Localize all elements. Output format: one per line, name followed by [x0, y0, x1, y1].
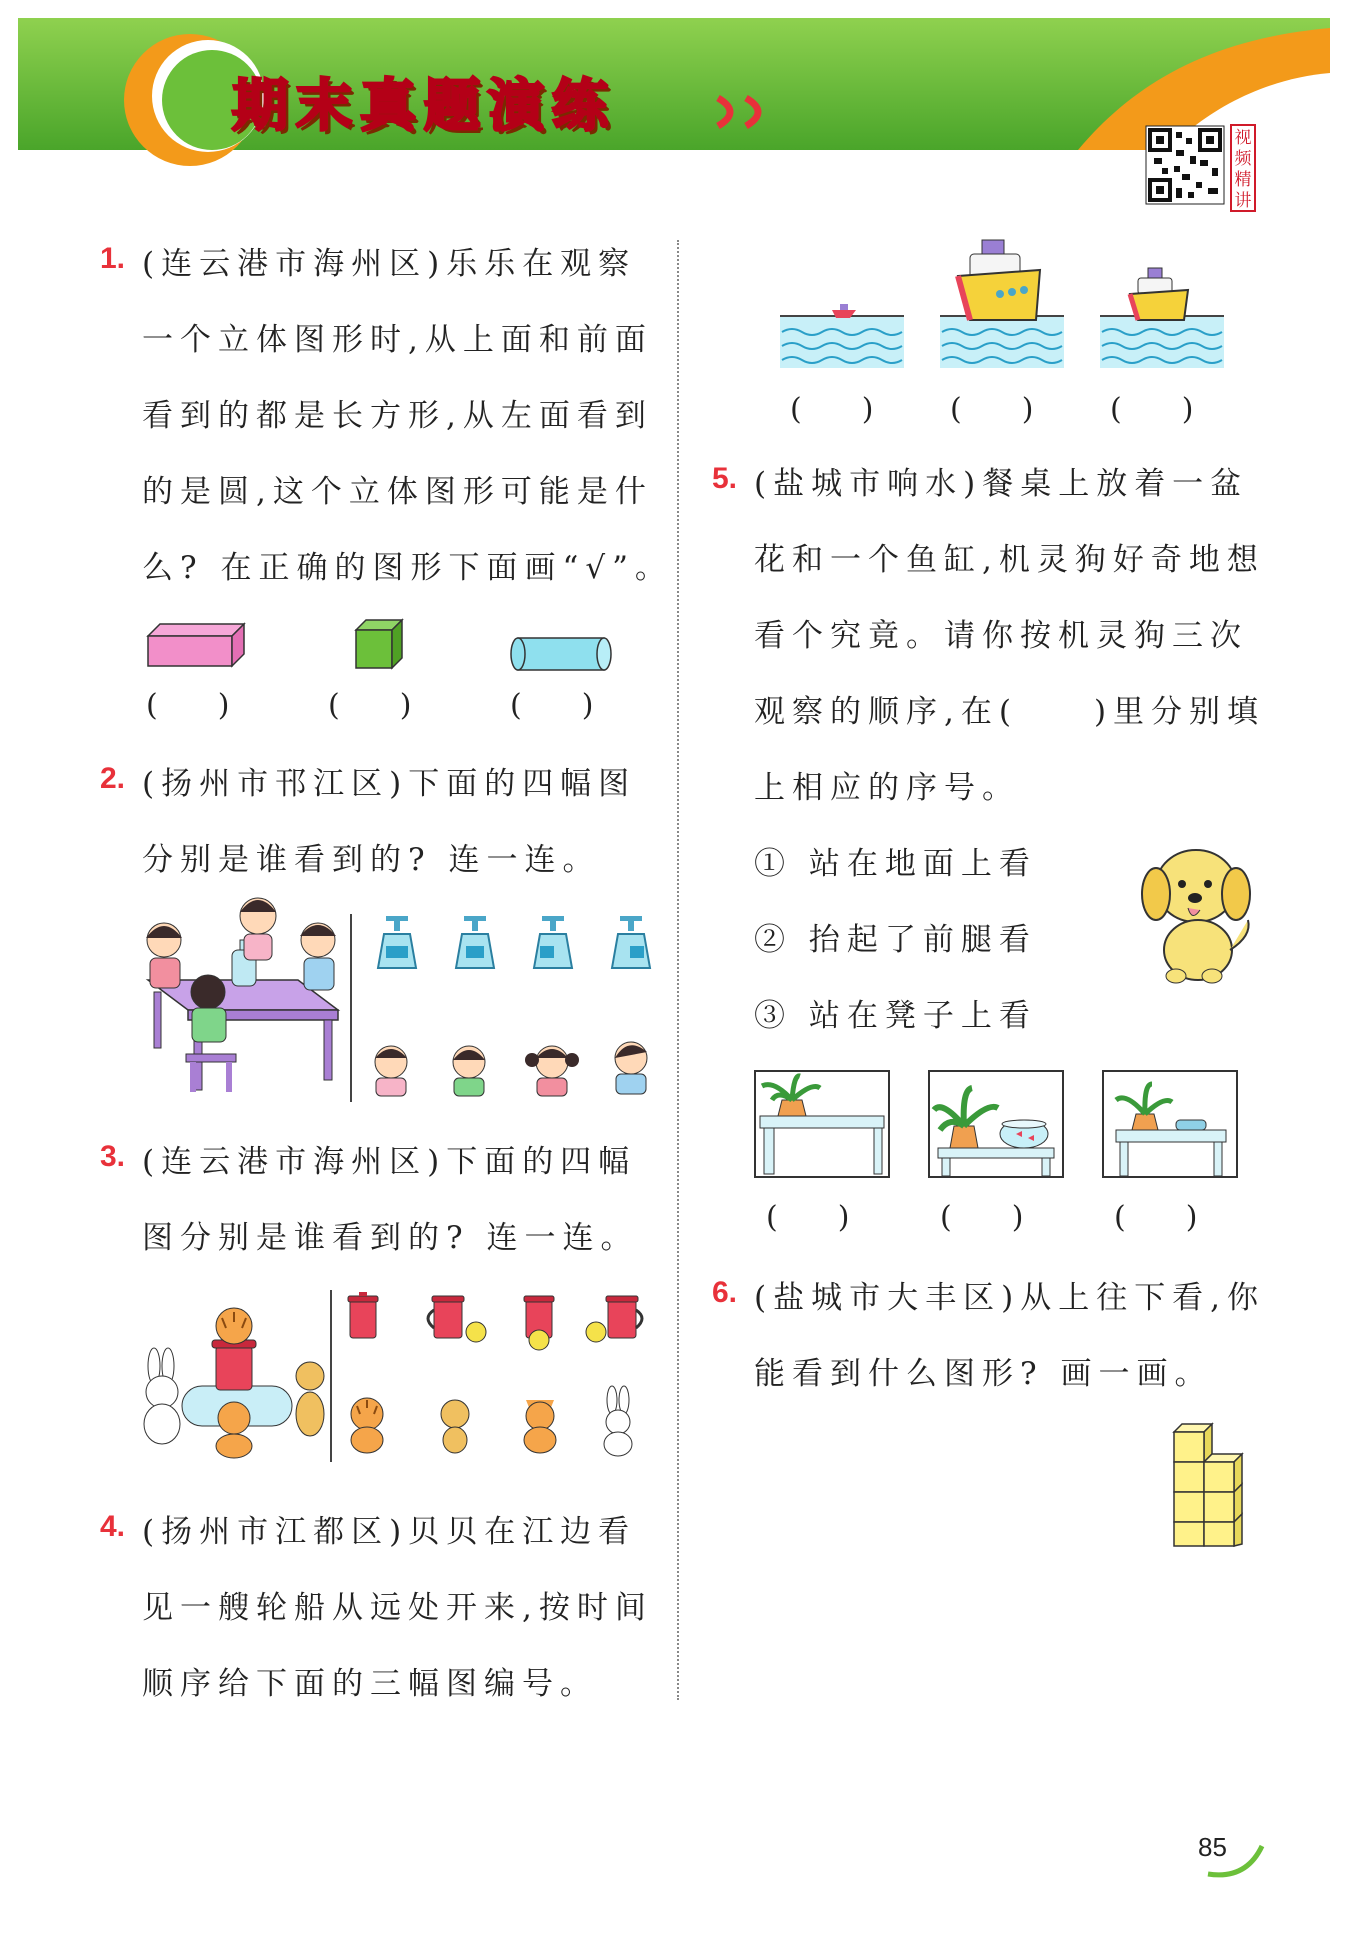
title-char: 期: [232, 74, 288, 139]
soap-bottle-icon: [376, 916, 420, 972]
question-text-line: (盐城市响水)餐桌上放着一盆: [754, 466, 1249, 502]
rabbit-icon: [596, 1386, 640, 1456]
answer-blank[interactable]: ( ): [328, 688, 412, 723]
question-text-line: (扬州市邗江区)下面的四幅图: [142, 766, 637, 802]
title-char: 真: [360, 74, 416, 139]
cube-stack-illustration: [1160, 1424, 1256, 1548]
cuboid-shape: [146, 622, 246, 668]
question-number: 4.: [100, 1510, 126, 1543]
view-1-illustration: [754, 1070, 890, 1178]
answer-blank[interactable]: ( ): [146, 688, 230, 723]
question-text-line: 花和一个鱼缸,机灵狗好奇地想: [754, 542, 1265, 578]
cup-icon: [346, 1292, 380, 1342]
boy-face-icon: [446, 1040, 492, 1096]
question-text-line: 的是圆,这个立体图形可能是什: [142, 474, 653, 510]
title-char: 演: [488, 74, 544, 139]
question-text-line: 见一艘轮船从远处开来,按时间: [142, 1590, 653, 1626]
qr-code-icon[interactable]: [1146, 126, 1224, 204]
question-number: 3.: [100, 1140, 126, 1173]
question-number: 6.: [712, 1276, 738, 1309]
question-number: 2.: [100, 762, 126, 795]
question-text-line: 分别是谁看到的? 连一连。: [142, 842, 601, 878]
double-chevron-icon: [712, 92, 788, 132]
soap-bottle-icon: [454, 916, 498, 972]
answer-blank[interactable]: ( ): [1110, 392, 1194, 427]
column-divider: [677, 240, 679, 1700]
ship-mid-illustration: [1100, 264, 1226, 370]
option-3: ③ 站在凳子上看: [754, 998, 1037, 1034]
puppy-illustration: [1136, 840, 1256, 986]
view-2-illustration: [928, 1070, 1064, 1178]
girl-pigtails-icon: [524, 1040, 580, 1096]
title-char: 末: [296, 74, 352, 139]
soap-bottle-icon: [532, 916, 576, 972]
girl-face-icon: [368, 1040, 414, 1096]
question-text-line: (盐城市大丰区)从上往下看,你: [754, 1280, 1266, 1316]
question-text-line: 能看到什么图形? 画一画。: [754, 1356, 1213, 1392]
ship-far-illustration: [780, 296, 906, 370]
answer-blank[interactable]: ( ): [950, 392, 1034, 427]
title-char: 题: [424, 74, 480, 139]
question-number: 5.: [712, 462, 738, 495]
boy-side-icon: [608, 1036, 654, 1096]
option-1: ① 站在地面上看: [754, 846, 1037, 882]
answer-blank[interactable]: ( ): [790, 392, 874, 427]
separator-line: [330, 1290, 332, 1462]
qr-label: 视频精讲: [1230, 124, 1256, 212]
view-3-illustration: [1102, 1070, 1238, 1178]
page-number: 85: [1198, 1832, 1227, 1862]
question-text-line: 顺序给下面的三幅图编号。: [142, 1666, 598, 1702]
soap-bottle-icon: [610, 916, 654, 972]
answer-blank[interactable]: ( ): [510, 688, 594, 723]
cylinder-shape: [510, 636, 614, 672]
question-text-line: 看个究竟。请你按机灵狗三次: [754, 618, 1248, 654]
question-text-line: 么? 在正确的图形下面画“√”。: [142, 550, 673, 586]
title-char: 练: [552, 74, 608, 139]
tiger-icon: [342, 1394, 392, 1454]
question-text-line: (扬州市江都区)贝贝在江边看: [142, 1514, 637, 1550]
question-text-line: 观察的顺序,在( )里分别填: [754, 694, 1266, 730]
question-text-line: (连云港市海州区)乐乐在观察: [142, 246, 637, 282]
page-swoosh-icon: [1206, 1840, 1266, 1880]
question-text-line: 一个立体图形时,从上面和前面: [142, 322, 653, 358]
cup-ball-front-icon: [520, 1292, 560, 1352]
answer-blank[interactable]: ( ): [1114, 1200, 1198, 1235]
question-number: 1.: [100, 242, 126, 275]
cat-back-icon: [516, 1394, 564, 1454]
question-text-line: (连云港市海州区)下面的四幅: [142, 1144, 637, 1180]
cube-shape: [354, 618, 404, 670]
question-text-line: 图分别是谁看到的? 连一连。: [142, 1220, 639, 1256]
children-at-table-illustration: [128, 880, 340, 1102]
cup-with-ball-icon: [422, 1292, 490, 1344]
animals-around-cup-illustration: [134, 1306, 330, 1456]
cup-ball-left-icon: [584, 1292, 654, 1344]
separator-line: [350, 914, 352, 1102]
ship-near-illustration: [940, 236, 1066, 370]
question-text-line: 看到的都是长方形,从左面看到: [142, 398, 653, 434]
dog-icon: [432, 1394, 478, 1454]
question-text-line: 上相应的序号。: [754, 770, 1020, 806]
answer-blank[interactable]: ( ): [940, 1200, 1024, 1235]
answer-blank[interactable]: ( ): [766, 1200, 850, 1235]
option-2: ② 抬起了前腿看: [754, 922, 1037, 958]
